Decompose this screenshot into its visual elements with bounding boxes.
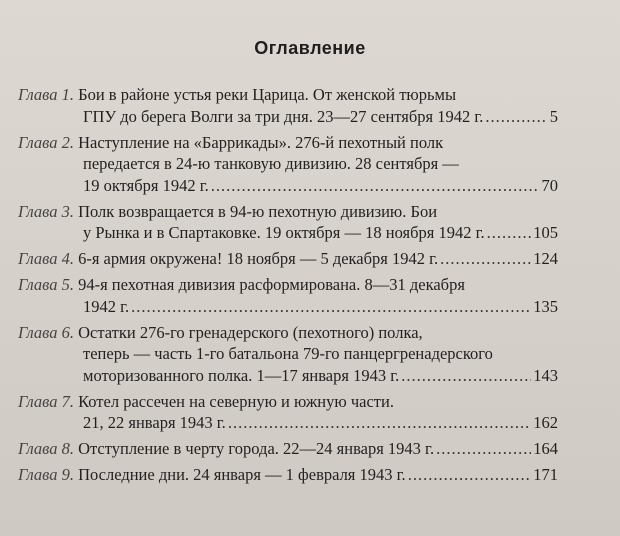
page-number: 105 [533, 223, 558, 242]
chapter-title-text: Отступление в черту города. 22—24 января 1943 г. [78, 439, 435, 458]
toc-entry-line [18, 106, 558, 128]
chapter-title-text: Остатки 276-го гренадерского (пехотного) полка, [78, 322, 423, 342]
chapter-title-text: Наступление на «Баррикады». 276-й пехотный полк [78, 132, 444, 152]
chapter-title-text: у Рынка и в Спартаковке. 19 октября — 18 ноября 1942 г. [83, 223, 485, 242]
chapter-label: Глава 5. [18, 275, 74, 294]
toc-entry [18, 248, 558, 270]
chapter-label: Глава 7. [18, 391, 74, 411]
toc-entry-line [18, 365, 558, 387]
chapter-label: Глава 6. [18, 322, 74, 342]
chapter-label: Глава 4. [18, 249, 74, 268]
chapter-title-text: Бои в районе устья реки Царица. От женской тюрьмы [78, 85, 457, 104]
toc-entry-line [18, 391, 558, 413]
chapter-title-text: 21, 22 января 1943 г. [83, 413, 226, 432]
toc-entry-line [18, 322, 558, 344]
toc-entry-line [18, 175, 558, 197]
chapter-title-text: передается в 24-ю танковую дивизию. 28 сентября — [83, 154, 459, 173]
toc-entry [18, 84, 558, 127]
chapter-title-text: Полк возвращается в 94-ю пехотную дивизию. Бои [78, 201, 438, 221]
toc-entry-line [18, 274, 558, 296]
toc-entry-line [18, 201, 558, 223]
toc-entry-line [18, 296, 558, 318]
toc-entry-line [18, 153, 558, 175]
toc-entry-line [18, 222, 558, 244]
toc-line-text [83, 222, 485, 244]
toc-line-text [18, 133, 443, 152]
toc-line-text [18, 275, 465, 294]
toc-entry-line [18, 132, 558, 154]
toc-line-text [83, 365, 399, 387]
toc-line-text [83, 106, 483, 128]
toc-line-text [83, 412, 226, 434]
toc-entry [18, 391, 558, 434]
page-number: 143 [533, 365, 558, 385]
toc-entry-line [18, 464, 558, 486]
chapter-title-text: теперь — часть 1-го батальона 79-го панцергренадерского [83, 344, 493, 363]
page-number: 171 [533, 465, 558, 484]
chapter-label: Глава 1. [18, 85, 74, 104]
toc-line-text [18, 438, 434, 460]
page-number: 124 [533, 249, 558, 268]
toc-entry [18, 464, 558, 486]
chapter-label: Глава 3. [18, 201, 74, 221]
chapter-title-text: 6-я армия окружена! 18 ноября — 5 декабря 1942 г. [78, 249, 439, 268]
toc-entry-line [18, 248, 558, 270]
toc-line-text [83, 175, 209, 197]
toc-entry [18, 322, 558, 387]
table-of-contents [18, 84, 558, 490]
dot-leader [131, 296, 531, 318]
dot-leader [408, 464, 532, 486]
page-title: Оглавление [254, 38, 366, 58]
chapter-title-text: 1942 г. [83, 296, 130, 316]
page-number: 5 [549, 106, 558, 126]
toc-line-text [83, 344, 493, 363]
toc-line-text [18, 392, 394, 411]
toc-line-text [18, 85, 456, 104]
toc-line-text [83, 296, 129, 318]
dot-leader [487, 222, 532, 244]
dot-leader [211, 175, 540, 197]
chapter-label: Глава 8. [18, 439, 74, 458]
toc-entry [18, 274, 558, 317]
toc-line-text [18, 248, 438, 270]
chapter-title-text: Последние дни. 24 января — 1 февраля 1943 г. [78, 465, 406, 484]
toc-line-text [83, 154, 459, 173]
dot-leader [485, 106, 547, 128]
dot-leader [228, 412, 531, 434]
toc-line-text [18, 464, 406, 486]
chapter-label: Глава 2. [18, 132, 74, 152]
toc-line-text [18, 202, 437, 221]
chapter-title-text: 94-я пехотная дивизия расформирована. 8—31 декабря [78, 275, 465, 294]
toc-line-text [18, 323, 423, 342]
toc-entry [18, 438, 558, 460]
chapter-title-text: Котел рассечен на северную и южную части. [78, 391, 394, 411]
toc-entry-line [18, 438, 558, 460]
dot-leader [440, 248, 531, 270]
chapter-title-text: моторизованного полка. 1—17 января 1943 г. [83, 365, 400, 385]
toc-entry-line [18, 412, 558, 434]
page-number: 162 [533, 413, 558, 432]
toc-entry-line [18, 84, 558, 106]
toc-entry [18, 201, 558, 244]
toc-entry-line [18, 343, 558, 365]
chapter-title-text: 19 октября 1942 г. [83, 175, 209, 195]
page-number: 164 [533, 439, 558, 458]
page-number: 135 [533, 296, 558, 316]
chapter-label: Глава 9. [18, 465, 74, 484]
chapter-title-text: ГПУ до берега Волги за три дня. 23—27 сентября 1942 г. [83, 106, 484, 126]
dot-leader [401, 365, 531, 387]
dot-leader [436, 438, 531, 460]
toc-entry [18, 132, 558, 197]
page-number: 70 [541, 175, 558, 195]
